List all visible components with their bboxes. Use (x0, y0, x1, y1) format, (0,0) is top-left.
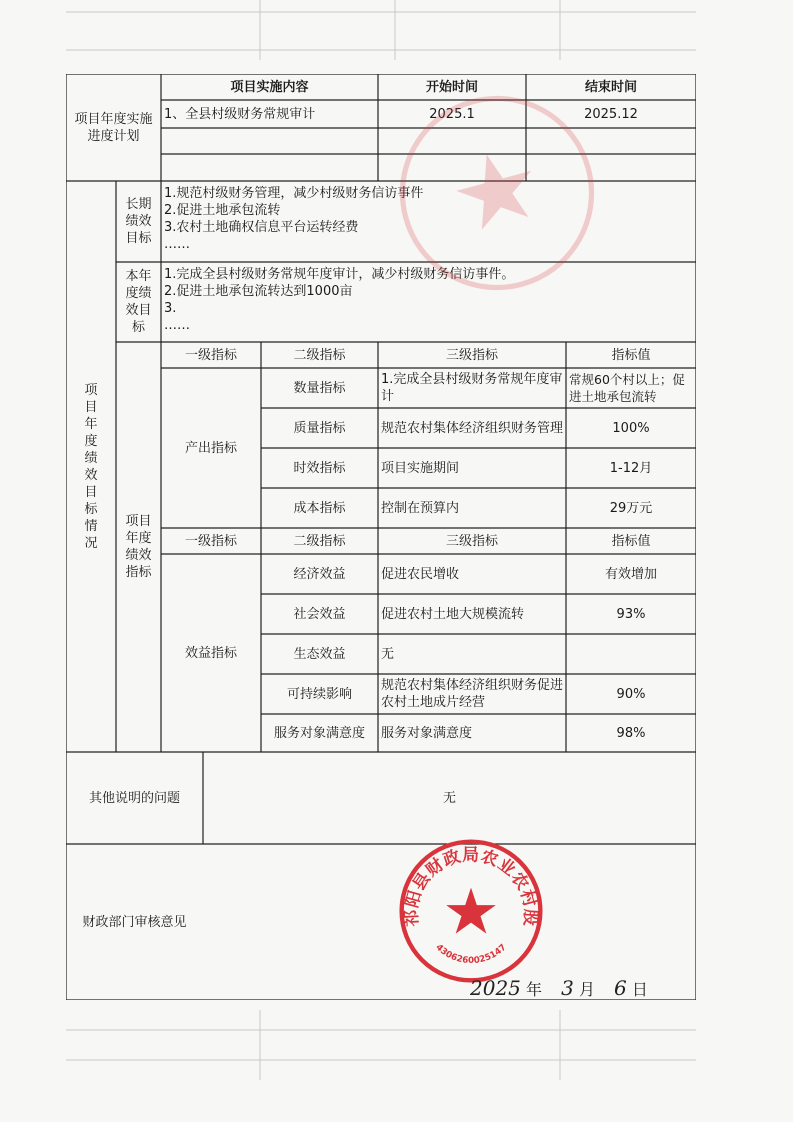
benefit-row-value: 90% (616, 686, 646, 702)
benefit-row-value: 93% (616, 606, 646, 622)
benefit-header-level1: 一级指标 (184, 533, 237, 549)
header-end-time: 结束时间 (584, 79, 637, 95)
list-item: 2.促进土地承包流转达到1000亩 (164, 284, 353, 299)
list-item: 1.完成全县村级财务常规年度审计，减少村级财务信访事件。 (164, 267, 515, 282)
performance-label: 项目年度绩效目标情况 (84, 382, 98, 551)
list-item: 2.促进土地承包流转 (164, 203, 281, 218)
output-row-value: 常规60个村以上；促进土地承包流转 (569, 372, 685, 404)
benefit-row-level3: 服务对象满意度 (381, 725, 473, 741)
benefit-row-value: 有效增加 (604, 566, 657, 582)
output-row-value: 100% (612, 420, 650, 436)
output-header-level3: 三级指标 (445, 347, 498, 363)
date-month-suffix: 月 (578, 980, 595, 999)
benefit-row-level2: 社会效益 (293, 606, 346, 622)
seal-text: 祁阳县财政局农业农村股 (400, 844, 542, 928)
output-row-level3: 规范农村集体经济组织财务管理 (381, 420, 564, 436)
benefit-header-level3: 三级指标 (445, 533, 498, 549)
indicators-label: 项目年度绩效指标 (125, 514, 152, 580)
other-issues-value: 无 (442, 790, 456, 806)
output-row-level2: 数量指标 (293, 380, 346, 396)
benefit-header-value: 指标值 (611, 533, 651, 549)
output-header-value: 指标值 (611, 347, 651, 363)
output-level1: 产出指标 (184, 440, 237, 456)
date-day: 6 (614, 976, 627, 1000)
date-signature: 2025 (470, 976, 521, 1000)
list-item: 3.农村土地确权信息平台运转经费 (164, 220, 359, 235)
benefit-row-level2: 生态效益 (293, 646, 346, 662)
project-form-table (66, 74, 696, 1000)
output-row-level2: 质量指标 (293, 420, 346, 436)
output-row-level3: 控制在预算内 (381, 500, 460, 516)
header-content: 项目实施内容 (230, 79, 309, 95)
benefit-row-value: 98% (616, 725, 646, 741)
benefit-row-level2: 经济效益 (293, 566, 346, 582)
long-term-goal-list (161, 181, 696, 262)
date-year-suffix: 年 (526, 980, 543, 999)
output-row-level3: 1.完成全县村级财务常规年度审计 (381, 372, 563, 404)
plan-row-start: 2025.1 (429, 106, 475, 122)
benefit-level1: 效益指标 (184, 645, 237, 661)
progress-plan-label: 项目年度实施进度计划 (74, 111, 153, 144)
benefit-row-level3: 促进农村土地大规模流转 (381, 606, 525, 622)
benefit-row-level3: 无 (381, 646, 395, 662)
list-item: 3. (164, 301, 177, 316)
benefit-header-level2: 二级指标 (293, 533, 346, 549)
bleed-through-lines-top (0, 0, 793, 74)
other-issues-label: 其他说明的问题 (88, 790, 180, 806)
output-header-level2: 二级指标 (293, 347, 346, 363)
seal-code: 4306260025147 (433, 942, 509, 967)
benefit-row-value (566, 634, 696, 674)
benefit-row-level3: 规范农村集体经济组织财务促进农村土地成片经营 (381, 678, 564, 710)
benefit-row-level3: 促进农民增收 (381, 566, 460, 582)
benefit-row-level2: 可持续影响 (286, 686, 352, 702)
output-header-level1: 一级指标 (184, 347, 237, 363)
date-day-suffix: 日 (631, 980, 648, 999)
annual-goal-label: 本年度绩效目标 (125, 269, 152, 335)
output-row-value: 1-12月 (609, 460, 653, 476)
bleed-through-lines-bottom (0, 1000, 793, 1122)
output-row-level2: 成本指标 (293, 500, 346, 516)
header-start-time: 开始时间 (425, 79, 478, 95)
output-row-level3: 项目实施期间 (381, 460, 460, 476)
long-term-goal-label: 长期绩效目标 (125, 197, 152, 246)
list-item: 1.规范村级财务管理，减少村级财务信访事件 (164, 186, 424, 201)
date-month: 3 (561, 976, 574, 1000)
list-item: …… (164, 237, 190, 252)
output-row-level2: 时效指标 (293, 460, 346, 476)
list-item: …… (164, 318, 190, 333)
benefit-row-level2: 服务对象满意度 (273, 725, 365, 741)
finance-review-label: 财政部门审核意见 (82, 914, 187, 930)
review-date (470, 976, 648, 1000)
plan-row-end: 2025.12 (584, 106, 638, 122)
annual-goal-list (161, 262, 696, 342)
output-row-value: 29万元 (609, 500, 653, 516)
plan-row-content: 1、全县村级财务常规审计 (164, 106, 316, 122)
